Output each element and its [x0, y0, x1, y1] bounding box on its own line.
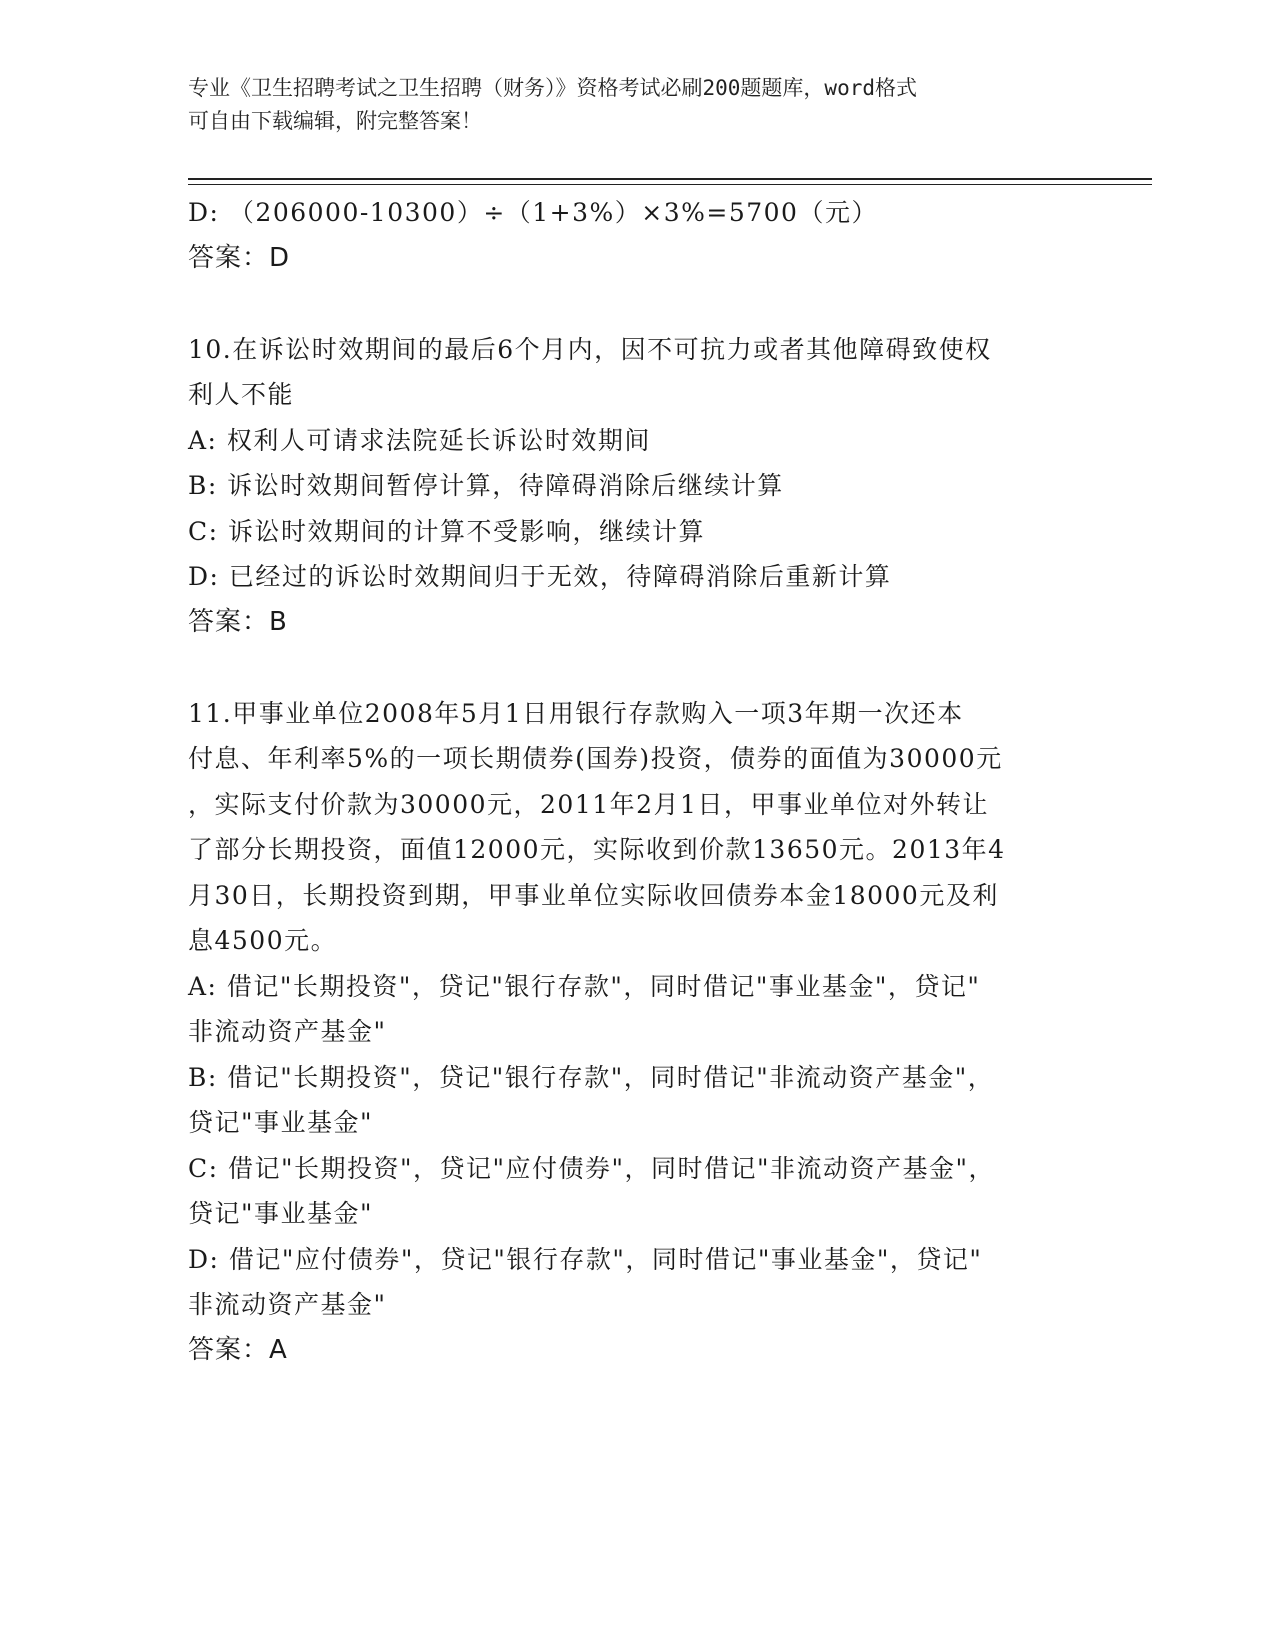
option-a: A: 权利人可请求法院延长诉讼时效期间 — [188, 425, 651, 455]
header-line-1: 专业《卫生招聘考试之卫生招聘（财务）》资格考试必刷200题题库，word格式 — [188, 76, 917, 100]
answer: 答案：B — [188, 606, 288, 637]
header-rule-thin — [188, 184, 1152, 185]
option-a: A: 借记"长期投资"，贷记"银行存款"，同时借记"事业基金"，贷记" — [188, 971, 981, 1001]
question-stem: 付息、年利率5%的一项长期债券(国券)投资，债券的面值为30000元 — [188, 744, 1003, 773]
option-b: B: 诉讼时效期间暂停计算，待障碍消除后继续计算 — [188, 471, 784, 500]
question-stem: 10.在诉讼时效期间的最后6个月内，因不可抗力或者其他障碍致使权 — [188, 334, 992, 364]
question-stem: 11.甲事业单位2008年5月1日用银行存款购入一项3年期一次还本 — [188, 698, 964, 728]
option-d: D: 借记"应付债券"，贷记"银行存款"，同时借记"事业基金"，贷记" — [188, 1244, 983, 1274]
document-header — [188, 72, 1068, 138]
carryover-question — [188, 190, 1088, 281]
header-rule-thick — [188, 178, 1152, 180]
question-stem: 月30日，长期投资到期，甲事业单位实际收回债券本金18000元及利 — [188, 880, 999, 910]
option-c: C: 诉讼时效期间的计算不受影响，继续计算 — [188, 516, 705, 546]
option-c: 贷记"事业基金" — [188, 1199, 373, 1228]
spacer — [188, 645, 1088, 691]
question-11 — [188, 691, 1088, 1374]
header-line-2: 可自由下载编辑，附完整答案！ — [188, 109, 482, 133]
question-10 — [188, 327, 1088, 646]
option-a: 非流动资产基金" — [188, 1017, 387, 1046]
option-b: B: 借记"长期投资"，贷记"银行存款"，同时借记"非流动资产基金"， — [188, 1062, 995, 1092]
answer: 答案：A — [188, 1334, 288, 1365]
option-d: D: （206000-10300）÷（1+3%）×3%=5700（元） — [188, 198, 878, 227]
answer: 答案：D — [188, 242, 291, 273]
question-stem: 利人不能 — [188, 380, 295, 409]
option-d: D: 已经过的诉讼时效期间归于无效，待障碍消除后重新计算 — [188, 562, 892, 591]
question-stem: 息4500元。 — [188, 926, 338, 955]
option-b: 贷记"事业基金" — [188, 1108, 373, 1137]
document-body — [188, 190, 1088, 1373]
option-d: 非流动资产基金" — [188, 1290, 387, 1319]
spacer — [188, 281, 1088, 327]
question-stem: ，实际支付价款为30000元，2011年2月1日，甲事业单位对外转让 — [188, 789, 989, 819]
option-c: C: 借记"长期投资"，贷记"应付债券"，同时借记"非流动资产基金"， — [188, 1153, 995, 1183]
question-stem: 了部分长期投资，面值12000元，实际收到价款13650元。2013年4 — [188, 835, 1006, 864]
